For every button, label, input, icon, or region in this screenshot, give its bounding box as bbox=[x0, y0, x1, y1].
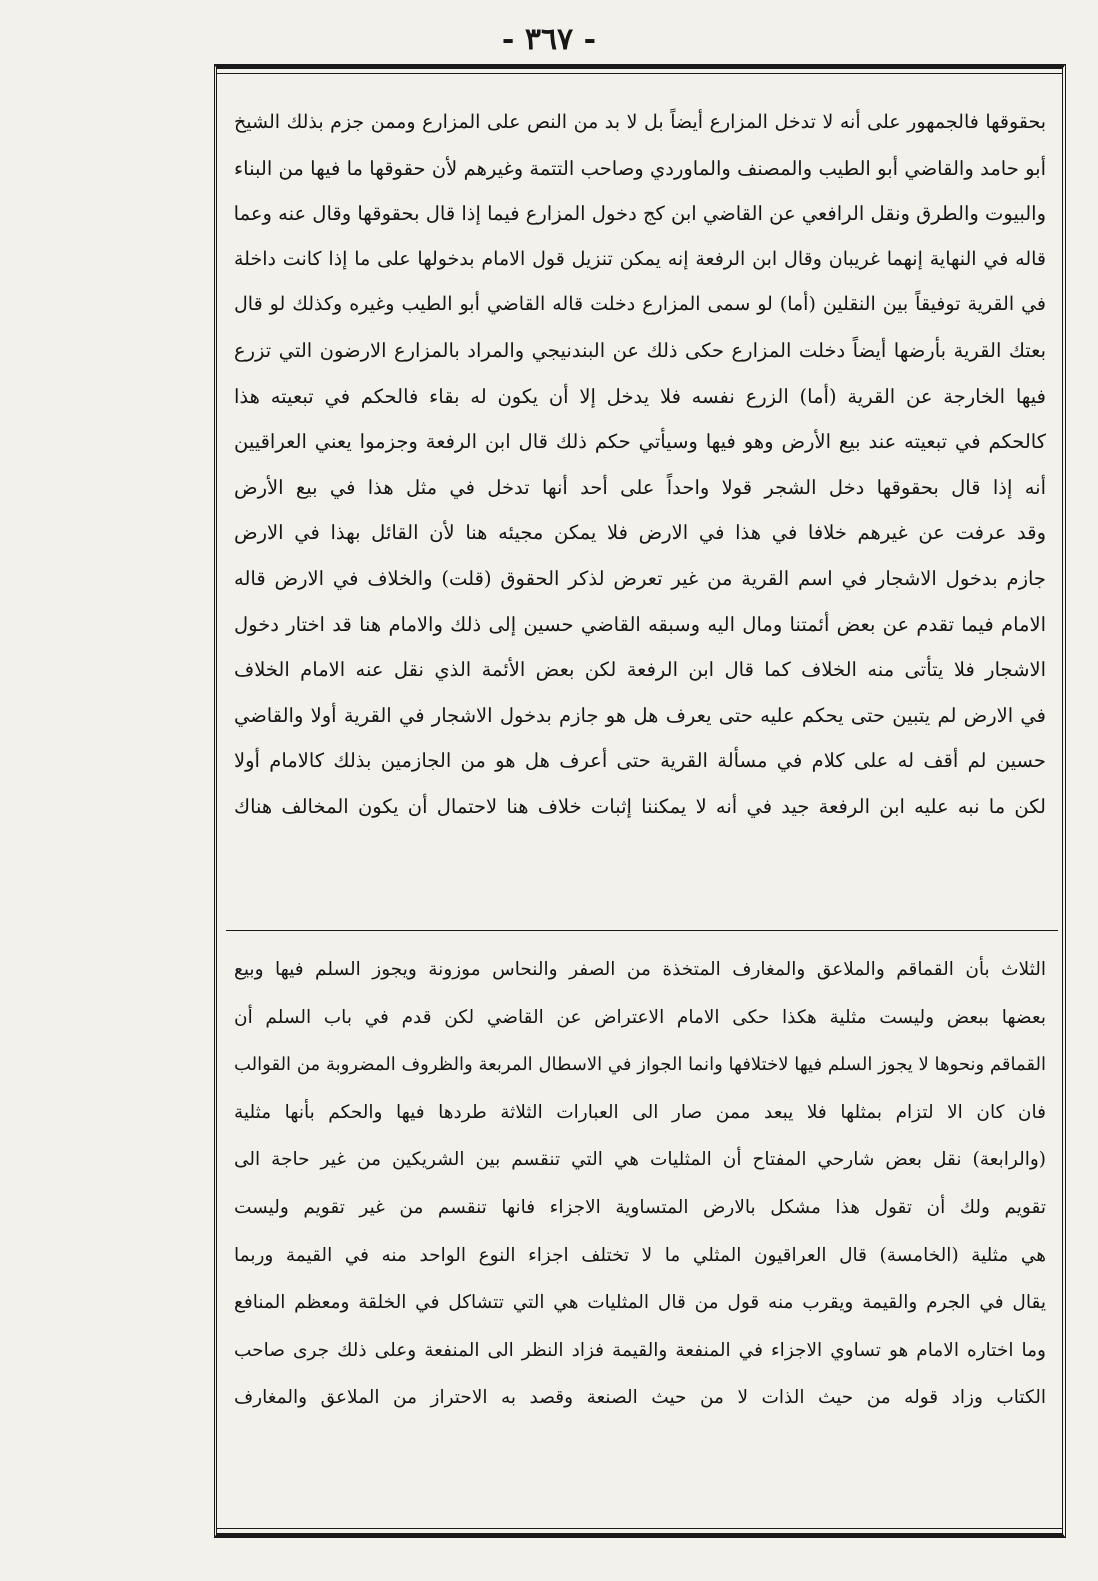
main-line: في الارض لم يتبين حتى يحكم عليه حتى يعرف هل هو جازم بدخول الاشجار في القرية أولا والقاضي bbox=[234, 703, 1046, 727]
main-line: لكن ما نبه عليه ابن الرفعة جيد في أنه لا يمكننا إثبات خلاف هنا لاحتمال أن يكون المخالف هناك bbox=[234, 794, 1046, 818]
footnote-line: الثلاث بأن القماقم والملاعق والمغارف المتخذة من الصفر والنحاس موزونة ويجوز السلم فيها وبيع bbox=[234, 959, 1046, 980]
main-line: والبيوت والطرق ونقل الرافعي عن القاضي ابن كج دخول المزارع فيما إذا قال بحقوقها وقال عنه وعما bbox=[234, 202, 1046, 226]
footnote-line: (والرابعة) نقل بعض شارحي المفتاح أن المثليات هي التي تنقسم بين الشريكين من غير حاجة الى bbox=[234, 1149, 1046, 1171]
main-line: فيها الخارجة عن القرية (أما) الزرع نفسه فلا يدخل إلا أن يكون له بقاء فالحكم في تبعيته هذا bbox=[234, 384, 1046, 408]
main-line: حسين لم أقف له على كلام في مسألة القرية حتى أعرف هل هو من الجازمين بذلك كالامام أولا bbox=[234, 749, 1046, 773]
main-text-block bbox=[234, 100, 1046, 830]
main-line: بحقوقها فالجمهور على أنه لا تدخل المزارع أيضاً بل لا بد من النص على المزارع وممن جزم بذلك الشيخ bbox=[234, 111, 1046, 133]
main-line: أبو حامد والقاضي أبو الطيب والمصنف والماوردي وصاحب التتمة وغيرهم لأن حقوقها ما فيها من البناء bbox=[234, 156, 1046, 180]
main-line: كالحكم في تبعيته عند بيع الأرض وهو فيها وسيأتي حكم ذلك قال ابن الرفعة وجزموا يعني العراقيين bbox=[234, 430, 1046, 454]
footnote-line: فان كان الا لتزام بمثلها فلا يبعد ممن صار الى العبارات الثلاثة طردها فيها والحكم بأنها مثلية bbox=[234, 1101, 1046, 1123]
footnote-line: وما اختاره الامام هو تساوي الاجزاء في المنفعة والقيمة فزاد النظر الى المنفعة وعلى ذلك جرى صاحب bbox=[234, 1339, 1046, 1361]
main-line: وقد عرفت عن غيرهم خلافا في هذا في الارض فلا يمكن مجيئه هنا لأن القائل بهذا في الارض bbox=[234, 521, 1046, 545]
footnote-line: بعضها ببعض وليست مثلية هكذا حكى الامام الاعتراض عن القاضي لكن قدم في باب السلم أن bbox=[234, 1006, 1046, 1028]
footnote-line: هي مثلية (الخامسة) قال العراقيون المثلي ما لا تختلف اجزاء النوع الواحد منه في القيمة وربما bbox=[234, 1244, 1046, 1266]
main-line: جازم بدخول الاشجار في اسم القرية من غير تعرض لذكر الحقوق (قلت) والخلاف في الارض قاله bbox=[234, 566, 1046, 590]
main-line: بعتك القرية بأرضها أيضاً دخلت المزارع حكى ذلك عن البندنيجي والمراد بالمزارع الارضون التي تزرع bbox=[234, 338, 1046, 362]
footnote-line: يقال في الجرم والقيمة ويقرب منه قول من قال المثليات هي التي تتشاكل في الخلقة ومعظم المنافع bbox=[234, 1292, 1046, 1314]
footnote-line: القماقم ونحوها لا يجوز السلم فيها لاختلافها وانما الجواز في الاسطال المربعة والظروف المضروبة من القوالب bbox=[234, 1054, 1046, 1076]
frame-bottom-rule bbox=[217, 1528, 1062, 1529]
frame-top-rule bbox=[217, 73, 1062, 74]
main-line: الامام فيما تقدم عن بعض أئمتنا ومال اليه وسبقه القاضي حسين إلى ذلك والامام هنا قد اختار دخول bbox=[234, 612, 1046, 636]
main-line: في القرية توفيقاً بين النقلين (أما) لو سمى المزارع دخلت قاله القاضي أبو الطيب وغيره وكذلك لو قال bbox=[234, 293, 1046, 316]
main-line: الاشجار فلا يتأتى منه الخلاف كما قال ابن الرفعة لكن بعض الأئمة الذي نقل عنه الامام الخلاف bbox=[234, 658, 1046, 682]
footnote-line: تقويم ولك أن تقول هذا مشكل بالارض المتساوية الاجزاء فانها تنقسم من غير تقويم وليست bbox=[234, 1196, 1046, 1218]
main-line: أنه إذا قال بحقوقها دخل الشجر قولا واحداً على أحد أنها تدخل في مثل هذا في بيع الأرض bbox=[234, 475, 1046, 499]
footnote-divider bbox=[226, 930, 1058, 931]
footnote-line: الكتاب وزاد قوله من حيث الذات لا من حيث الصنعة وقصد به الاحتراز من الملاعق والمغارف bbox=[234, 1387, 1046, 1409]
main-line: قاله في النهاية إنهما غريبان وقال ابن الرفعة إنه يمكن تنزيل قول الامام بدخولها على ما إذا كانت داخلة bbox=[234, 247, 1046, 270]
footnote-text-block bbox=[234, 946, 1046, 1422]
page-number: - ٣٦٧ - bbox=[501, 22, 597, 57]
